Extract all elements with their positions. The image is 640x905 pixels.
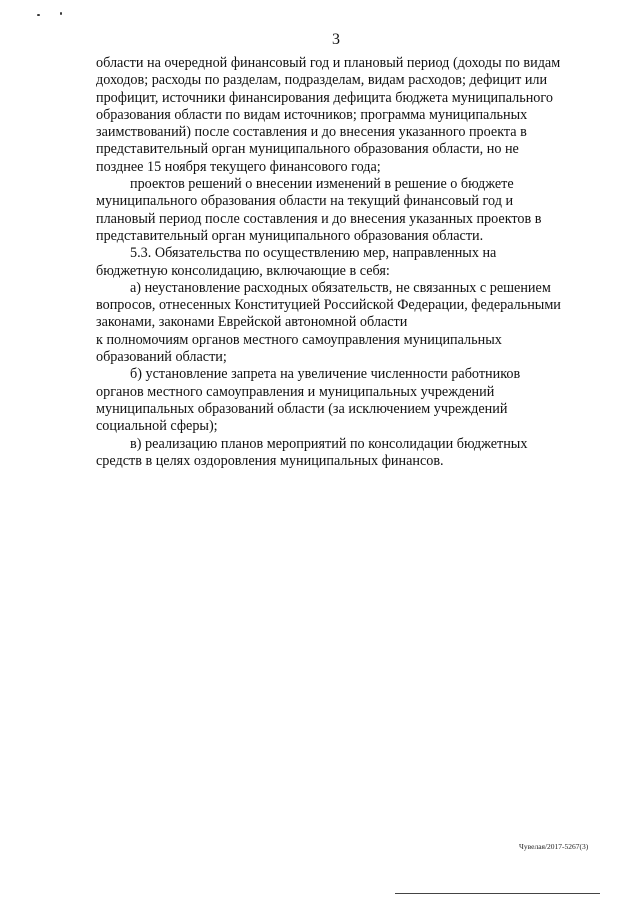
text-line: муниципального образования области на текущий финансовый год и [96, 193, 514, 210]
text-line: в) реализацию планов мероприятий по консолидации бюджетных [130, 435, 528, 452]
text-line: к полномочиям органов местного самоуправления муниципальных [96, 331, 502, 348]
text-line: 5.3. Обязательства по осуществлению мер, направленных на [130, 245, 497, 262]
paragraph-forecast-continuation [96, 55, 602, 176]
scan-edge-line [395, 893, 600, 894]
text-line: заимствований) после составления и до внесения указанного проекта в [96, 124, 527, 141]
document-body [96, 55, 602, 470]
text-line: представительный орган муниципального образования области, но не [96, 141, 519, 158]
text-line: образования области по видам источников; программа муниципальных [96, 106, 528, 123]
text-line: б) установление запрета на увеличение численности работников [130, 366, 521, 383]
text-line: законами, законами Еврейской автономной области [96, 314, 408, 331]
paragraph-item-c [96, 436, 602, 471]
text-line: а) неустановление расходных обязательств, не связанных с решением [130, 279, 551, 296]
page-number: 3 [332, 31, 340, 48]
text-line: образований области; [96, 349, 227, 366]
paragraph-item-a [96, 280, 602, 366]
text-line: доходов; расходы по разделам, подразделам, видам расходов; дефицит или [96, 72, 548, 89]
text-line: социальной сферы); [96, 418, 218, 435]
scan-speck [60, 12, 62, 15]
paragraph-item-b [96, 366, 602, 435]
scan-speck [37, 14, 40, 16]
paragraph-draft-amendments [96, 176, 602, 245]
document-reference-code: Чувелая/2017-5267(3) [519, 842, 589, 851]
text-line: профицит, источники финансирования дефицита бюджета муниципального [96, 89, 553, 106]
text-line: средств в целях оздоровления муниципальных финансов. [96, 452, 444, 469]
text-line: плановый период после составления и до внесения указанных проектов в [96, 210, 542, 227]
paragraph-5-3-heading [96, 245, 602, 280]
text-line: бюджетную консолидацию, включающие в себя: [96, 262, 390, 279]
text-line: органов местного самоуправления и муниципальных учреждений [96, 383, 495, 400]
text-line: позднее 15 ноября текущего финансового года; [96, 158, 381, 175]
text-line: муниципальных образований области (за исключением учреждений [96, 400, 508, 417]
text-line: области на очередной финансовый год и плановый период (доходы по видам [96, 55, 561, 71]
text-line: проектов решений о внесении изменений в решение о бюджете [130, 176, 514, 193]
text-line: представительный орган муниципального образования области. [96, 227, 484, 244]
text-line: вопросов, отнесенных Конституцией Российской Федерации, федеральными [96, 297, 561, 314]
